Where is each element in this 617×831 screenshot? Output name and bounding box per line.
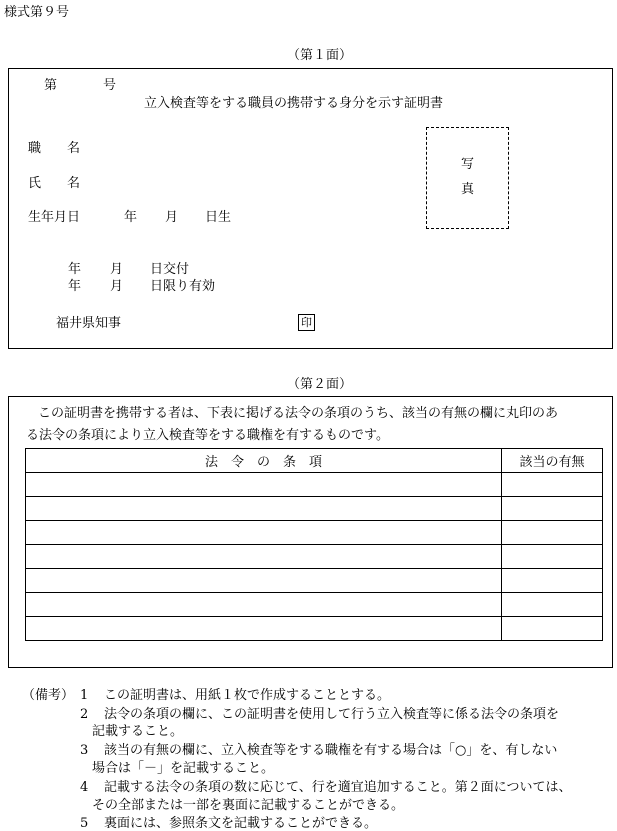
table-row <box>26 497 603 521</box>
law-cell <box>26 545 502 569</box>
note-3-line-1: 該当の有無の欄に、立入検査等をする職権を有する場合は「○」を、有しない <box>104 743 558 758</box>
birthdate-label: 生年月日 <box>28 210 81 225</box>
law-cell <box>26 473 502 497</box>
side1-heading: （第１面） <box>287 48 353 63</box>
table-row <box>26 617 603 641</box>
applicable-cell <box>502 521 603 545</box>
birth-day-label: 日生 <box>205 210 232 225</box>
form-label: 様式第９号 <box>4 5 70 20</box>
note-2-line-1: 法令の条項の欄に、この証明書を使用して行う立入検査等に係る法令の条項を <box>104 707 560 722</box>
law-cell <box>26 593 502 617</box>
issue-day-label: 日交付 <box>150 262 190 277</box>
law-cell <box>26 521 502 545</box>
note-4-number: 4 <box>80 780 89 795</box>
table-row <box>26 593 603 617</box>
position-label: 職 名 <box>28 141 81 156</box>
note-3-number: 3 <box>80 743 89 758</box>
issue-month-label: 月 <box>110 262 124 277</box>
law-cell <box>26 569 502 593</box>
applicable-cell <box>502 617 603 641</box>
applicable-cell <box>502 497 603 521</box>
table-row <box>26 473 603 497</box>
table-row <box>26 569 603 593</box>
note-1-line-1: この証明書は、用紙１枚で作成することとする。 <box>104 688 391 703</box>
issuer-label: 福井県知事 <box>56 316 122 331</box>
note-2-line-2: 記載すること。 <box>92 724 184 739</box>
note-5-number: 5 <box>80 816 89 831</box>
law-cell <box>26 617 502 641</box>
valid-year-label: 年 <box>68 279 82 294</box>
notes-label: （備考） <box>22 688 75 703</box>
birth-month-label: 月 <box>165 210 179 225</box>
table-row <box>26 521 603 545</box>
law-cell <box>26 497 502 521</box>
seal-mark: 印 <box>298 314 315 331</box>
note-5-line-1: 裏面には、参照条文を記載することができる。 <box>104 816 378 831</box>
photo-box <box>426 127 509 229</box>
applicable-cell <box>502 545 603 569</box>
number-label: 第 <box>44 78 58 93</box>
table-row <box>26 545 603 569</box>
issue-year-label: 年 <box>68 262 82 277</box>
side1-frame <box>8 68 613 349</box>
applicable-cell <box>502 593 603 617</box>
photo-label-1: 写 <box>460 157 474 172</box>
side2-frame <box>8 396 613 668</box>
intro-line-2: る法令の条項により立入検査等をする職権を有するものです。 <box>26 428 389 443</box>
intro-line-1: この証明書を携帯する者は、下表に掲げる法令の条項のうち、該当の有無の欄に丸印のあ <box>38 406 559 421</box>
note-3-line-2: 場合は「－」を記載すること。 <box>92 761 275 776</box>
note-2-number: 2 <box>80 707 89 722</box>
applicable-cell <box>502 569 603 593</box>
note-4-line-2: その全部または一部を裏面に記載することができる。 <box>92 798 405 813</box>
applicable-cell <box>502 473 603 497</box>
certificate-title: 立入検査等をする職員の携帯する身分を示す証明書 <box>144 96 444 111</box>
birth-year-label: 年 <box>124 210 138 225</box>
valid-day-label: 日限り有効 <box>150 279 216 294</box>
valid-month-label: 月 <box>110 279 124 294</box>
side2-heading: （第２面） <box>287 377 353 392</box>
note-4-line-1: 記載する法令の条項の数に応じて、行を適宜追加すること。第２面については、 <box>104 780 572 795</box>
name-label: 氏 名 <box>28 176 81 191</box>
note-1-number: 1 <box>80 688 89 703</box>
number-suffix: 号 <box>103 78 117 93</box>
col-law-header: 法 令 の 条 項 <box>26 449 502 473</box>
col-applicable-header: 該当の有無 <box>502 449 603 473</box>
law-table <box>25 448 603 641</box>
table-header-row <box>26 449 603 473</box>
photo-label-2: 真 <box>460 182 474 197</box>
